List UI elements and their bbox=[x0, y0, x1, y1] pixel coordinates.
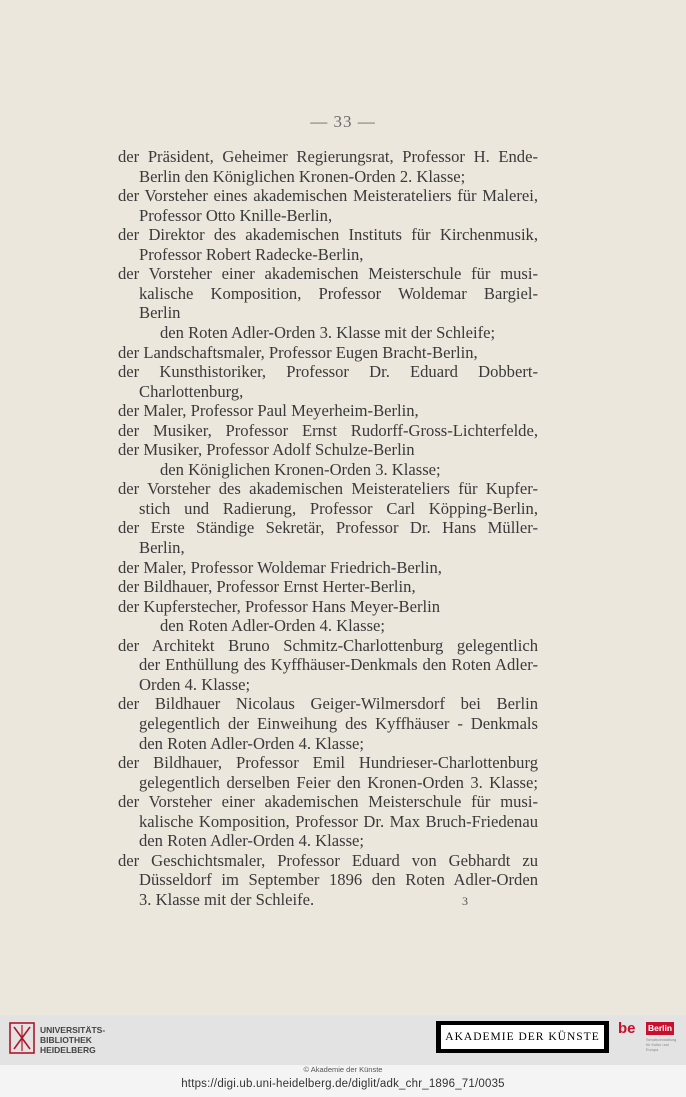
text-line: Düsseldorf im September 1896 den Roten Adler-Orden bbox=[139, 870, 538, 890]
text-line: Berlin bbox=[139, 303, 181, 323]
text-line: den Roten Adler-Orden 4. Klasse; bbox=[160, 616, 386, 636]
text-line: der Kupferstecher, Professor Hans Meyer-Berlin bbox=[118, 596, 441, 616]
text-line: Berlin, bbox=[139, 538, 185, 557]
text-line: der Bildhauer, Professor Emil Hundrieser-Charlottenburg bbox=[118, 753, 538, 773]
be-label: be bbox=[618, 1020, 636, 1037]
permalink-url[interactable]: https://digi.ub.uni-heidelberg.de/diglit/adk_chr_1896_71/0035 bbox=[181, 1078, 505, 1090]
text-line: Orden 4. Klasse; bbox=[139, 674, 251, 694]
be-berlin-logo[interactable] bbox=[618, 1020, 680, 1060]
library-name bbox=[40, 1025, 105, 1055]
text-line: 3. Klasse mit der Schleife. bbox=[139, 889, 315, 909]
text-line: den Roten Adler-Orden 4. Klasse; bbox=[139, 831, 365, 851]
text-line: der Maler, Professor Woldemar Friedrich-Berlin, bbox=[118, 557, 442, 577]
text-line: den Königlichen Kronen-Orden 3. Klasse; bbox=[160, 459, 441, 479]
page-number: — 33 — bbox=[310, 112, 376, 131]
text-line: Professor Robert Radecke-Berlin, bbox=[139, 244, 364, 264]
akademie-logo[interactable] bbox=[436, 1021, 609, 1053]
senat-line: Senatsverwaltung bbox=[646, 1038, 677, 1042]
library-name-line: HEIDELBERG bbox=[40, 1045, 96, 1055]
text-line: der Vorsteher einer akademischen Meisterschule für musi- bbox=[118, 792, 538, 812]
senat-text bbox=[646, 1038, 680, 1053]
library-name-line: UNIVERSITÄTS- bbox=[40, 1025, 106, 1035]
text-line: der Geschichtsmaler, Professor Eduard von Gebhardt zu bbox=[118, 850, 538, 870]
text-line: stich und Radierung, Professor Carl Köpping-Berlin, bbox=[139, 498, 538, 518]
text-line: der Musiker, Professor Ernst Rudorff-Gross-Lichterfelde, bbox=[118, 420, 538, 440]
text-line: der Erste Ständige Sekretär, Professor Dr. Hans Müller- bbox=[118, 518, 538, 538]
signature-mark: 3 bbox=[462, 894, 468, 908]
text-line: Charlottenburg, bbox=[139, 381, 244, 401]
text-line: der Vorsteher des akademischen Meisterateliers für Kupfer- bbox=[118, 479, 538, 499]
text-line: der Bildhauer, Professor Ernst Herter-Berlin, bbox=[118, 577, 416, 597]
text-line: der Landschaftsmaler, Professor Eugen Bracht-Berlin, bbox=[118, 342, 478, 362]
text-line: den Roten Adler-Orden 4. Klasse; bbox=[139, 733, 365, 753]
berlin-label: Berlin bbox=[647, 1023, 673, 1033]
text-line: der Musiker, Professor Adolf Schulze-Berlin bbox=[118, 440, 415, 460]
text-line: der Vorsteher eines akademischen Meisterateliers für Malerei, bbox=[118, 186, 538, 206]
text-line: der Enthüllung des Kyffhäuser-Denkmals den Roten Adler- bbox=[139, 655, 538, 675]
text-line: der Architekt Bruno Schmitz-Charlottenburg gelegentlich bbox=[118, 635, 538, 655]
footer-bar bbox=[0, 1015, 686, 1065]
copyright-text: © Akademie der Künste bbox=[303, 1065, 383, 1074]
text-line: der Vorsteher einer akademischen Meisterschule für musi- bbox=[118, 264, 538, 284]
text-line: der Maler, Professor Paul Meyerheim-Berlin, bbox=[118, 401, 419, 421]
senat-line: für Kultur und Europa bbox=[646, 1043, 669, 1052]
text-line: gelegentlich derselben Feier den Kronen-Orden 3. Klasse; bbox=[139, 772, 538, 792]
library-seal-icon bbox=[8, 1021, 36, 1055]
text-line: der Kunsthistoriker, Professor Dr. Eduard Dobbert- bbox=[118, 362, 538, 382]
text-line: der Bildhauer Nicolaus Geiger-Wilmersdorf bei Berlin bbox=[118, 694, 538, 714]
text-line: kalische Komposition, Professor Woldemar Bargiel- bbox=[139, 283, 538, 303]
text-line: kalische Komposition, Professor Dr. Max Bruch-Friedenau bbox=[139, 811, 538, 831]
text-line: den Roten Adler-Orden 3. Klasse mit der Schleife; bbox=[160, 322, 496, 342]
akademie-label: AKADEMIE DER KÜNSTE bbox=[441, 1025, 604, 1049]
text-line: gelegentlich der Einweihung des Kyffhäuser - Denkmals bbox=[139, 713, 538, 733]
text-line: der Präsident, Geheimer Regierungsrat, Professor H. Ende- bbox=[118, 147, 538, 166]
text-line: Professor Otto Knille-Berlin, bbox=[139, 205, 333, 225]
text-line: der Direktor des akademischen Instituts für Kirchenmusik, bbox=[118, 225, 538, 245]
text-line: Berlin den Königlichen Kronen-Orden 2. Klasse; bbox=[139, 166, 466, 186]
library-name-line: BIBLIOTHEK bbox=[40, 1035, 92, 1045]
